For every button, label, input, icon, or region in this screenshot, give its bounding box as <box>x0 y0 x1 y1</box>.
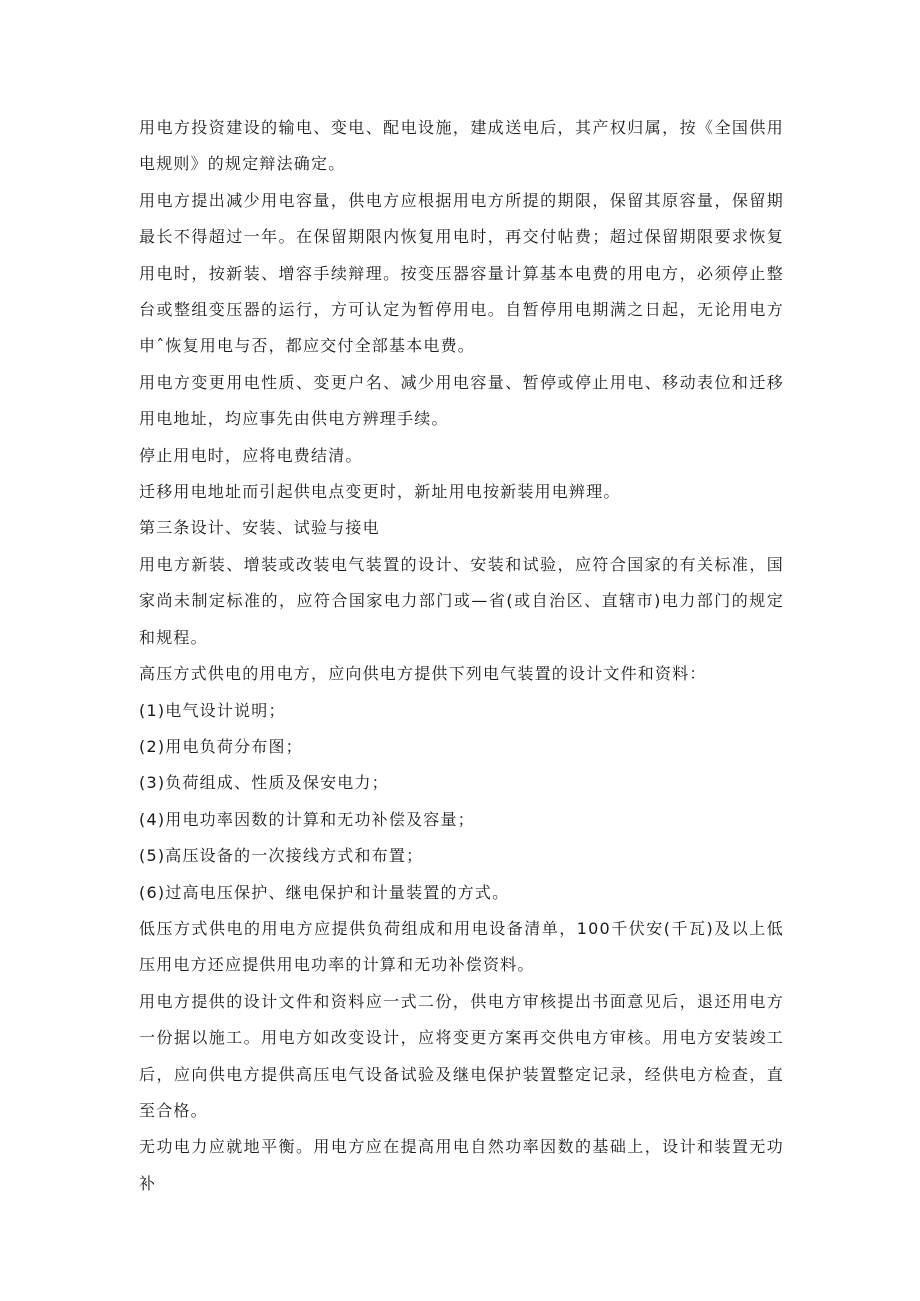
list-item-4: (4)用电功率因数的计算和无功补偿及容量； <box>139 809 475 829</box>
paragraph-relocation: 迁移用电地址而引起供电点变更时，新址用电按新装用电辨理。 <box>139 482 621 502</box>
paragraph-high-voltage-docs: 高压方式供电的用电方，应向供电方提供下列电气装置的设计文件和资料： <box>139 664 707 684</box>
list-item-2: (2)用电负荷分布图； <box>139 736 303 756</box>
list-item-1: (1)电气设计说明； <box>139 700 286 720</box>
list-item-6: (6)过高电压保护、继电保护和计量装置的方式。 <box>139 882 510 902</box>
list-item-3: (3)负荷组成、性质及保安电力； <box>139 773 389 793</box>
section-heading-article-3: 第三条设计、安装、试验与接电 <box>139 518 380 538</box>
paragraph-change-of-use: 用电方变更用电性质、变更户名、减少用电容量、暂停或停止用电、移动表位和迁移用电地址，均应事先由供电方辨理手续。 <box>139 372 784 429</box>
list-item-5: (5)高压设备的一次接线方式和布置； <box>139 846 424 866</box>
paragraph-design-standards: 用电方新装、增装或改装电气装置的设计、安装和试验，应符合国家的有关标准，国家尚未制定标准的，应符合国家电力部门或—省(或自治区、直辖市)电力部门的规定和规程。 <box>139 554 784 647</box>
paragraph-design-review: 用电方提供的设计文件和资料应一式二份，供电方审核提出书面意见后，退还用电方一份据以施工。用电方如改变设计，应将变更方案再交供电方审核。用电方安装竣工后，应向供电方提供高压电气设备试验及继电保护装置整定记录，经供电方检查，直至合格。 <box>139 991 784 1120</box>
document-body <box>139 110 784 1202</box>
paragraph-reactive-power: 无功电力应就地平衡。用电方应在提高用电自然功率因数的基础上，设计和装置无功补 <box>139 1137 784 1193</box>
paragraph-low-voltage-docs: 低压方式供电的用电方应提供负荷组成和用电设备清单，100千伏安(千瓦)及以上低压用电方还应提供用电功率的计算和无功补偿资料。 <box>139 918 784 975</box>
paragraph-capacity-reduction: 用电方提出减少用电容量，供电方应根据用电方所提的期限，保留其原容量，保留期最长不得超过一年。在保留期限内恢复用电时，再交付帖费；超过保留期限要求恢复用电时，按新装、增容手续辩理。按变压器容量计算基本电费的用电方，必须停止整台或整组变压器的运行，方可认定为暂停用电。自暂停用电期满之日起，无论用电方申ˆ恢复用电与否，都应交付全部基本电费。 <box>139 190 784 356</box>
paragraph-stop-use: 停止用电时，应将电费结清。 <box>139 445 363 465</box>
paragraph-property-rights: 用电方投资建设的输电、变电、配电设施，建成送电后，其产权归属，按《全国供用电规则》的规定辩法确定。 <box>139 118 784 174</box>
